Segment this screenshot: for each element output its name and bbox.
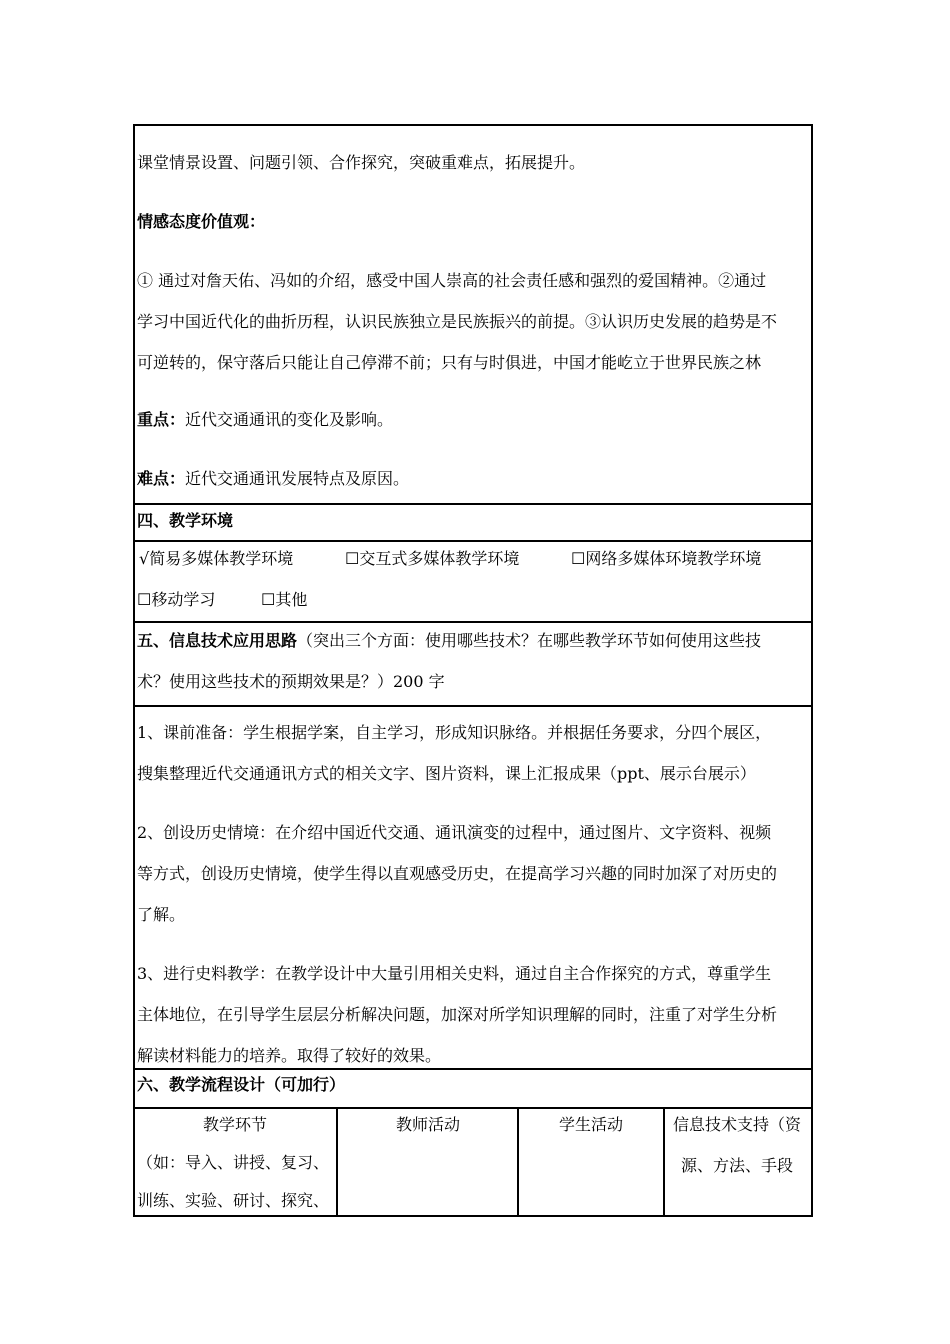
flow-heading-row — [135, 1070, 811, 1109]
col-it-support — [665, 1109, 811, 1215]
flow-table-header — [135, 1109, 811, 1215]
env-heading-row — [135, 505, 811, 542]
col-teacher-activity — [338, 1109, 519, 1215]
tech-paragraph-line: 搜集整理近代交通通讯方式的相关文字、图片资料，课上汇报成果（ppt、展示台展示） — [137, 764, 756, 783]
tech-paragraph-line: 等方式，创设历史情境，使学生得以直观感受历史，在提高学习兴趣的同时加深了对历史的 — [137, 864, 778, 883]
process-method-text: 课堂情景设置、问题引领、合作探究，突破重难点，拓展提升。 — [137, 153, 586, 172]
values-heading: 情感态度价值观： — [137, 212, 266, 231]
values-line: 可逆转的，保守落后只能让自己停滞不前；只有与时俱进，中国才能屹立于世界民族之林 — [137, 353, 762, 372]
col-it-support-title: 源、方法、手段 — [681, 1156, 794, 1175]
lesson-plan-table — [133, 124, 813, 1217]
tech-heading-title: 五、信息技术应用思路 — [137, 631, 298, 650]
difficult-point — [137, 469, 409, 489]
env-option-interactive-multimedia[interactable]: ☐交互式多媒体教学环境 — [345, 549, 520, 568]
tech-heading-note: （突出三个方面：使用哪些技术？在哪些教学环节如何使用这些技 — [297, 631, 762, 650]
col-it-support-title: 信息技术支持（资 — [673, 1115, 802, 1134]
tech-paragraph-line: 解读材料能力的培养。取得了较好的效果。 — [137, 1046, 442, 1065]
flow-heading: 六、教学流程设计（可加行） — [137, 1075, 346, 1094]
col-teaching-stage — [135, 1109, 338, 1215]
col-teacher-activity-title: 教师活动 — [396, 1115, 461, 1134]
tech-heading-note-line2: 术？使用这些技术的预期效果是？）200 字 — [137, 672, 445, 691]
tech-body — [135, 707, 811, 1070]
env-option-other[interactable]: ☐其他 — [261, 590, 308, 609]
tech-paragraph-line: 主体地位，在引导学生层层分析解决问题，加深对所学知识理解的同时，注重了对学生分析 — [137, 1005, 778, 1024]
tech-paragraph-line: 1、课前准备：学生根据学案，自主学习，形成知识脉络。并根据任务要求，分四个展区， — [137, 723, 772, 742]
col-teaching-stage-note: 训练、实验、研讨、探究、 — [137, 1191, 330, 1210]
values-line: 学习中国近代化的曲折历程，认识民族独立是民族振兴的前提。③认识历史发展的趋势是不 — [137, 312, 778, 331]
key-point — [137, 410, 393, 430]
env-option-simple-multimedia[interactable]: √简易多媒体教学环境 — [139, 549, 294, 568]
difficult-point-text: 近代交通通讯发展特点及原因。 — [185, 469, 410, 488]
col-student-activity — [519, 1109, 665, 1215]
tech-paragraph-line: 3、进行史料教学：在教学设计中大量引用相关史料，通过自主合作探究的方式，尊重学生 — [137, 964, 772, 983]
env-options-row — [135, 542, 811, 623]
key-point-label: 重点： — [137, 410, 186, 429]
values-line: ① 通过对詹天佑、冯如的介绍，感受中国人崇高的社会责任感和强烈的爱国精神。②通过 — [137, 271, 767, 290]
tech-heading — [137, 631, 761, 651]
tech-paragraph-line: 2、创设历史情境：在介绍中国近代交通、通讯演变的过程中，通过图片、文字资料、视频 — [137, 823, 772, 842]
objectives-section — [135, 126, 811, 505]
env-heading: 四、教学环境 — [137, 511, 234, 530]
key-point-text: 近代交通通讯的变化及影响。 — [185, 410, 394, 429]
tech-paragraph-line: 了解。 — [137, 905, 186, 924]
env-option-mobile-learning[interactable]: ☐移动学习 — [137, 590, 216, 609]
col-teaching-stage-note: （如：导入、讲授、复习、 — [137, 1153, 330, 1172]
col-student-activity-title: 学生活动 — [559, 1115, 624, 1134]
difficult-point-label: 难点： — [137, 469, 186, 488]
tech-heading-row — [135, 623, 811, 707]
col-teaching-stage-title: 教学环节 — [203, 1115, 268, 1134]
env-option-network-multimedia[interactable]: ☐网络多媒体环境教学环境 — [571, 549, 762, 568]
